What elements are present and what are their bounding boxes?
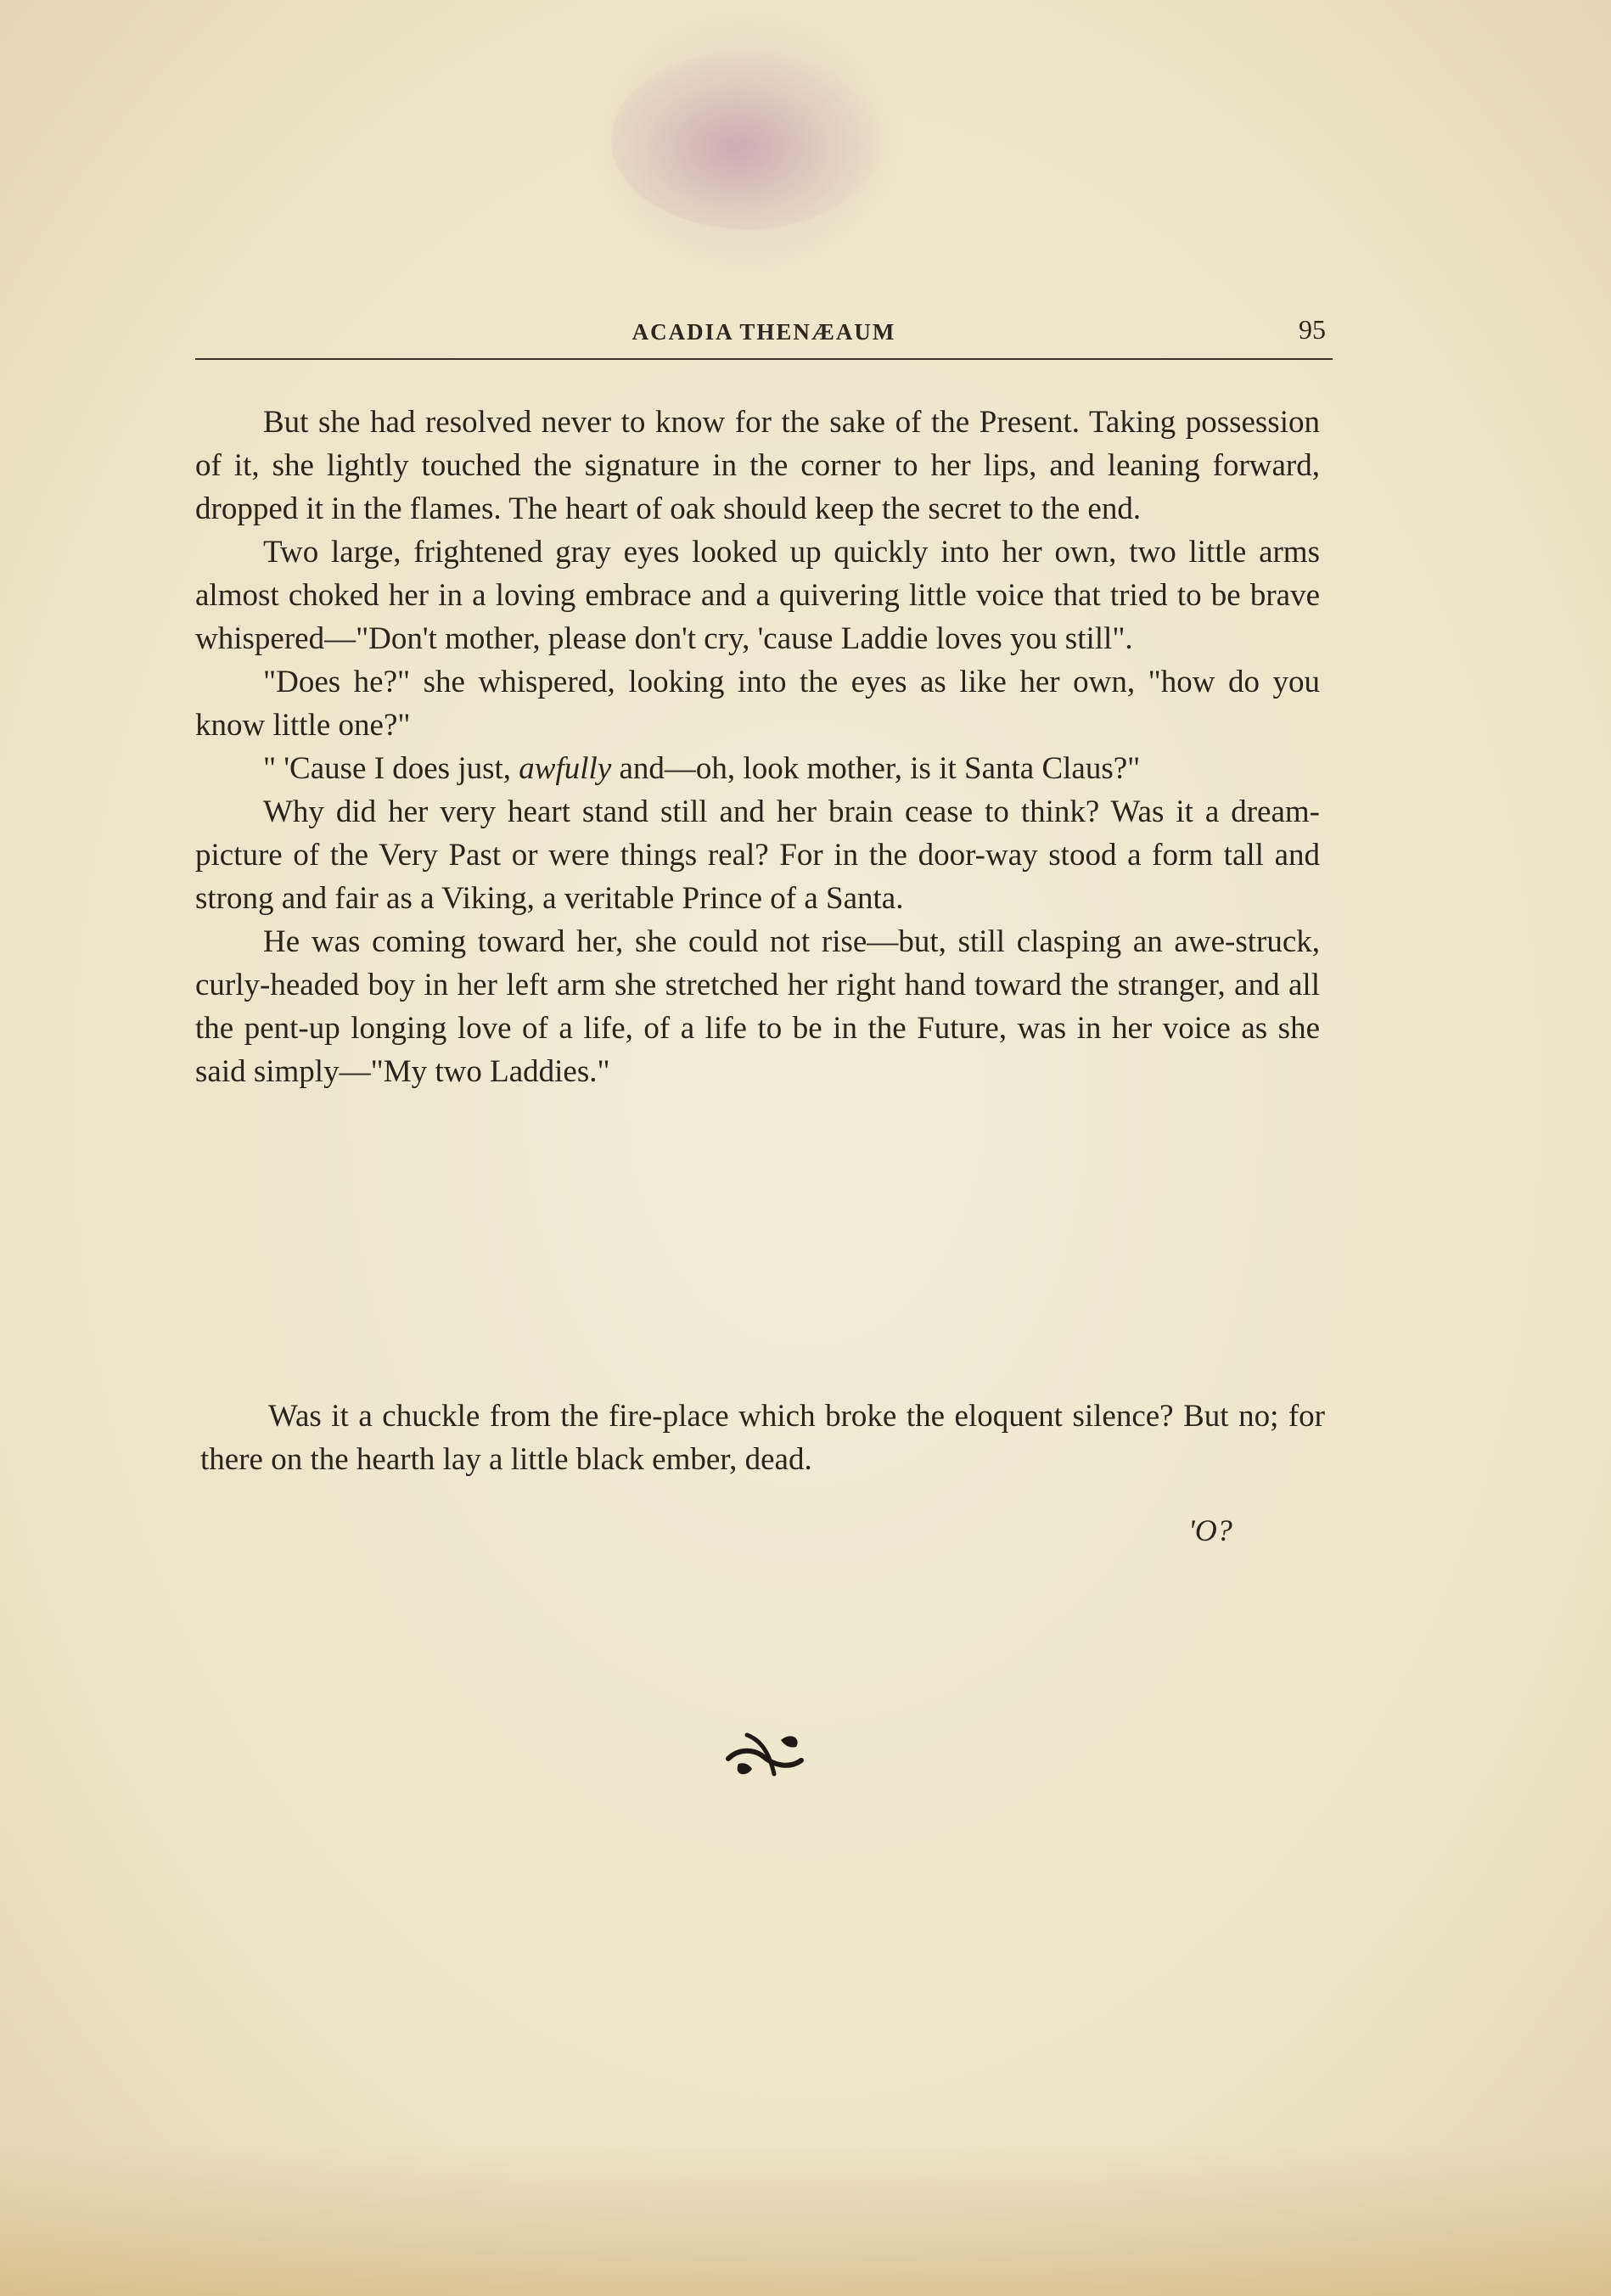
running-header [195, 314, 1333, 360]
paragraph-6: He was coming toward her, she could not rise—but, still clasping an awe-struck, curly-headed boy in her left arm she stretched her right hand toward the stranger, and all the pent-up longing love of a life, of a life to be in the Future, was in her voice as she said simply—"My two Laddies." [195, 924, 1320, 1089]
paper-stain [611, 51, 883, 229]
fleuron-ornament-icon [721, 1723, 806, 1782]
author-signature: 'O? [1188, 1513, 1232, 1547]
paragraph-4-before: " 'Cause I does just, [263, 751, 519, 786]
journal-title: ACADIA THENÆAUM [631, 319, 896, 345]
paragraph-3: "Does he?" she whispered, looking into the eyes as like her own, "how do you know little one?" [195, 665, 1320, 743]
paragraph-4 [195, 747, 1320, 790]
emphasis-awfully: awfully [519, 751, 612, 786]
paragraph-1: But she had resolved never to know for the sake of the Present. Taking possession of it, she lightly touched the signature in the corner to her lips, and leaning forward, dropped it in the flames. The heart of oak should keep the secret to the end. [195, 405, 1320, 526]
closing-section [200, 1395, 1325, 1481]
paragraph-4-after: and—oh, look mother, is it Santa Claus?" [611, 751, 1141, 786]
closing-paragraph: Was it a chuckle from the fire-place which broke the eloquent silence? But no; for there on the hearth lay a little black ember, dead. [200, 1399, 1325, 1477]
paragraph-2: Two large, frightened gray eyes looked up quickly into her own, two little arms almost choked her in a loving embrace and a quivering little voice that tried to be brave whispered—"Don't mother, please don't cry, 'cause Laddie loves you still". [195, 535, 1320, 656]
story-body [195, 401, 1320, 1093]
page-number: 95 [1299, 314, 1326, 345]
paragraph-5: Why did her very heart stand still and her brain cease to think? Was it a dream-picture of the Very Past or were things real? For in the door-way stood a form tall and strong and fair as a Viking, a veritable Prince of a Santa. [195, 794, 1320, 916]
